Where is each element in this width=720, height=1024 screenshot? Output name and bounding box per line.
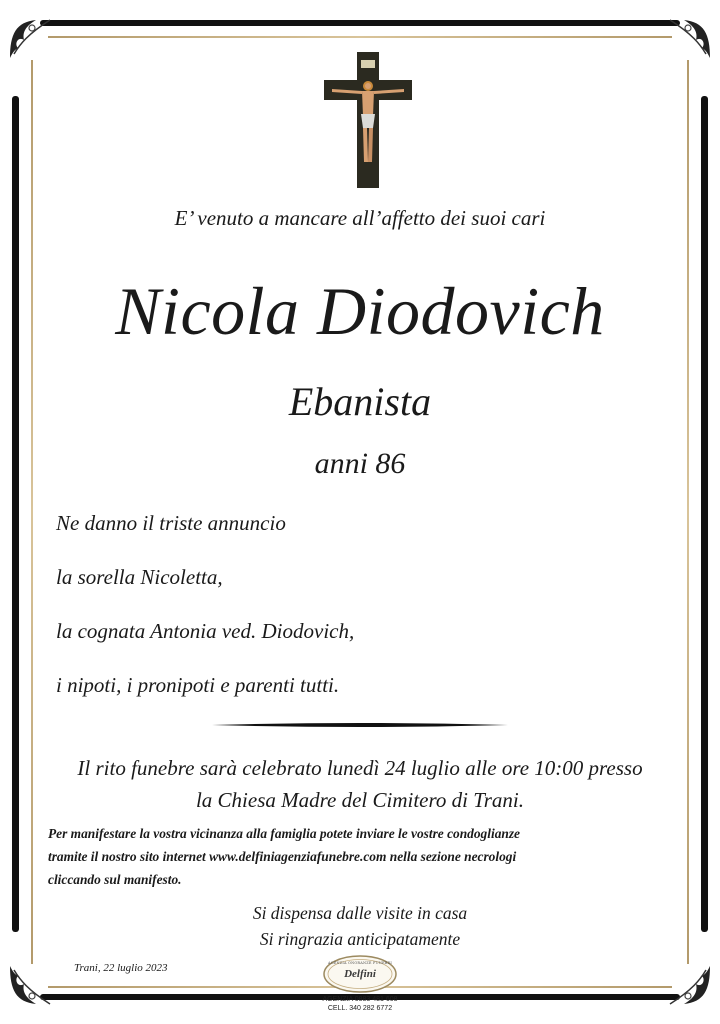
rite-line: Il rito funebre sarà celebrato lunedì 24 luglio alle ore 10:00 presso xyxy=(77,756,643,780)
agency-cell: CELL. 340 282 6772 xyxy=(327,1005,393,1012)
crucifix-icon xyxy=(322,50,414,190)
agency-phone: AGENZIA 0883 481 608 xyxy=(322,996,398,1003)
closing-line: Si dispensa dalle visite in casa xyxy=(252,903,468,923)
rite-line: la Chiesa Madre del Cimitero di Trani. xyxy=(195,788,525,812)
note-line: cliccando sul manifesto. xyxy=(48,872,182,887)
ornament-corner-icon xyxy=(6,14,54,62)
agency-logo xyxy=(312,952,408,1022)
mourners-list xyxy=(56,508,656,724)
gold-line-top xyxy=(48,36,672,38)
condolence-note xyxy=(48,822,688,891)
profession: Ebanista xyxy=(288,379,432,424)
gold-line-left xyxy=(31,60,33,964)
logo-subtitle: AGENZIA ONORANZE FUNEBRI xyxy=(328,961,392,965)
list-item: la sorella Nicoletta, xyxy=(56,565,223,589)
list-item: la cognata Antonia ved. Diodovich, xyxy=(56,619,355,643)
list-item: i nipoti, i pronipoti e parenti tutti. xyxy=(56,673,340,697)
age: anni 86 xyxy=(314,447,406,480)
frame-top xyxy=(40,20,680,26)
list-item: Ne danno il triste annuncio xyxy=(56,511,286,535)
intro-text: E’ venuto a mancare all’affetto dei suoi cari xyxy=(174,206,546,230)
funeral-rite-info xyxy=(30,752,690,816)
notice-date: Trani, 22 luglio 2023 xyxy=(74,962,168,974)
note-line: Per manifestare la vostra vicinanza alla famiglia potete inviare le vostre condoglianze xyxy=(48,826,520,841)
deceased-name: Nicola Diodovich xyxy=(115,273,605,349)
ornament-corner-icon xyxy=(666,14,714,62)
divider xyxy=(212,722,508,728)
ornament-corner-icon xyxy=(666,962,714,1010)
ornament-corner-icon xyxy=(6,962,54,1010)
note-line: tramite il nostro sito internet www.delfiniagenziafunebre.com nella sezione necrologi xyxy=(48,849,517,864)
logo-name: Delfini xyxy=(344,968,376,980)
closing-text xyxy=(0,900,720,952)
closing-line: Si ringrazia anticipatamente xyxy=(259,929,461,949)
